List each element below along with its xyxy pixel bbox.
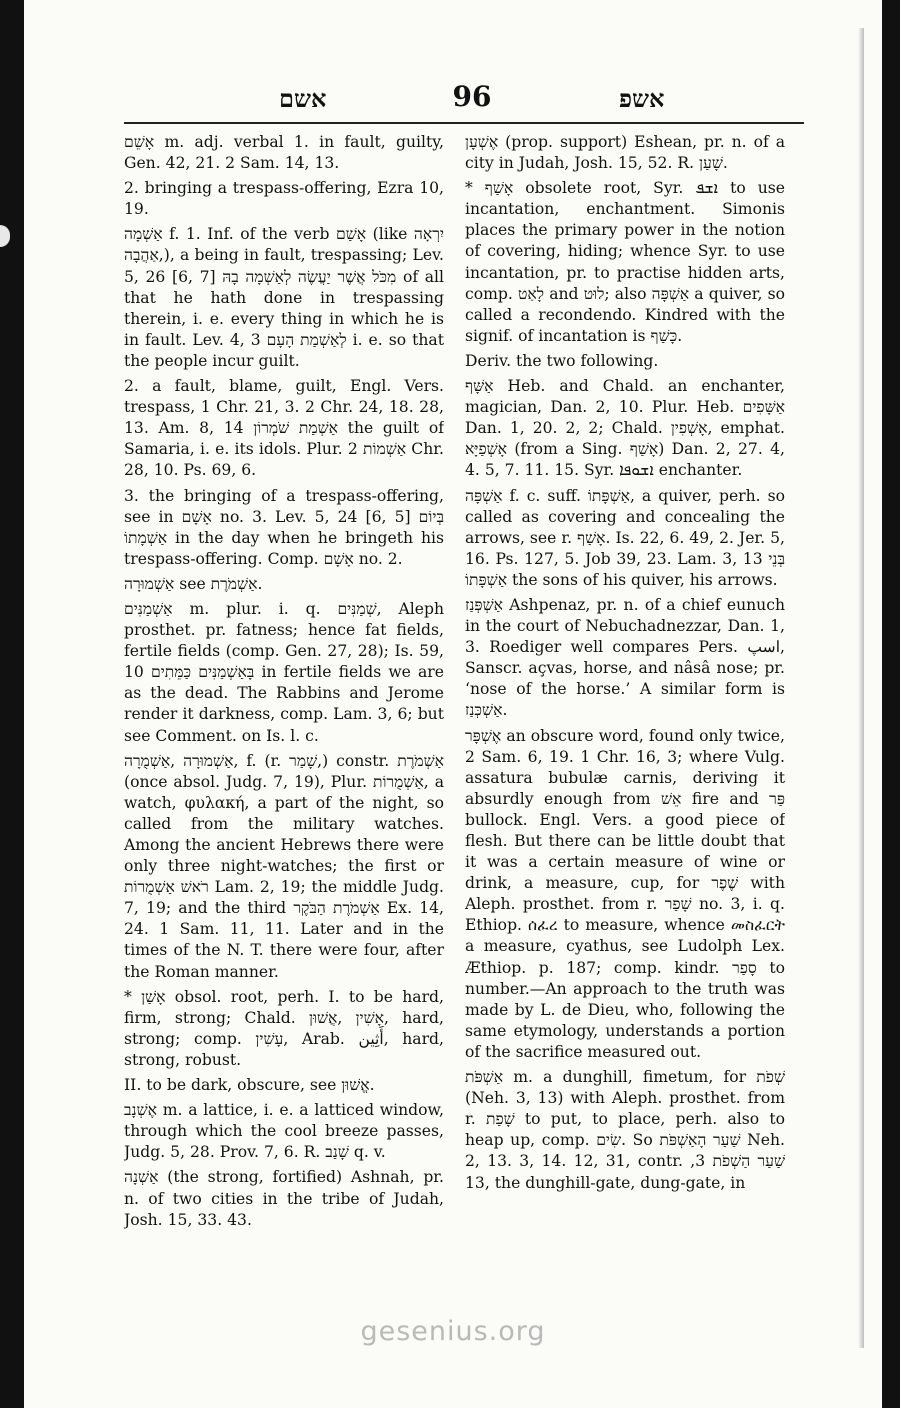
entry-ashmurah-ref: אַשְׁמוּרָה see אַשְׁמֹרֶת. xyxy=(124,574,263,593)
dictionary-page xyxy=(24,0,882,1408)
header-right-word: אשפ xyxy=(619,84,665,113)
page-edge-mark xyxy=(0,225,10,247)
entry-eshnab: אֶשְׁנָב m. a lattice, i. e. a latticed window, through which the cool breeze passes, Judg. 5, 28. Prov. 7, 6. R. שָׁנַב q. v. xyxy=(124,1101,444,1162)
entry-asham-sense-2: 2. bringing a trespass-offering, Ezra 10, 19. xyxy=(124,179,444,219)
watermark: gesenius.org xyxy=(360,1316,546,1347)
entry-eshpar: אֶשְׁפָּר an obscure word, found only twice, 2 Sam. 6, 19. 1 Chr. 16, 3; where Vulg. assatura bubulæ carnis, deriving it absurdly enough from אֵשׁ fire and פַּר bullock. Engl. Vers. a good piece of flesh. But there can be little doubt that it was a certain measure of wine or drink, a measure, cup, for שֶׁפֶר with Aleph. prosthet. from r. שָׁפַר no. 3, i. q. Ethiop. ሰፈረ to measure, whence መስፈርት a measure, cyathus, see Ludolph Lex. Æthiop. p. 187; comp. kindr. סָפַר to number.—An approach to the truth was made by L. de Dieu, who, following the same etymology, understands a portion of the sacrifice measured out. xyxy=(465,726,785,1061)
entry-ashan-sense-2: II. to be dark, obscure, see אֱשׁוּן. xyxy=(124,1076,375,1095)
page-number: 96 xyxy=(452,80,492,113)
entry-ashaf-root: * אָשַׁף obsolete root, Syr. ܐܫܦ to use incantation, enchantment. Simonis places the primary power in the notion of covering, hiding; whence Syr. to use incantation, pr. to practise hidden arts, comp. לָאַט and לוּט; also אַשְׁפָּה a quiver, so called a recondendo. Kindred with the signif. of incantation is כָּשַׁף. xyxy=(465,179,785,345)
entry-ashpah: אַשְׁפָּה f. c. suff. אַשְׁפָּתוֹ, a quiver, perh. so called as covering and concealing the arrows, see r. אָשַׁף. Is. 22, 6. 49, 2. Jer. 5, 16. Ps. 127, 5. Job 39, 23. Lam. 3, 13 בְּנֵי אַשְׁפָּתוֹ the sons of his quiver, his arrows. xyxy=(465,486,785,589)
right-column xyxy=(465,132,785,1282)
entry-ashan-root: * אָשַׁן obsol. root, perh. I. to be hard, firm, strong; Chald. אָשִׁין ,אֲשׁוּן, hard, strong; comp. עָשִׁין, Arab. أَثِين, hard, strong, robust. xyxy=(124,987,444,1069)
entry-ashmurah: אַשְׁמוּרָה ,אַשְׁמֻרָה, f. (r. שָׁמַר,) constr. אַשְׁמֹרֶת (once absol. Judg. 7, 19), Plur. אַשְׁמֻרוֹת, a watch, φυλακή, a part of the night, so called from the military watches. Among the ancient Hebrews there were only three night-watches; the first or רֹאשׁ אַשְׁמֻרוֹת Lam. 2, 19; the middle Judg. 7, 19; and the third אַשְׁמֹרֶת הַבֹּקֶר Ex. 14, 24. 1 Sam. 11, 11. Later and in the times of the N. T. there were four, after the Roman manner. xyxy=(124,751,444,981)
entry-ashmannim: אַשְׁמַנִּים m. plur. i. q. שְׁמַנִּים, Aleph prosthet. pr. fatness; hence fat fields, fertile fields (comp. Gen. 27, 28); Is. 59, 10 בָּאַשְׁמַנִּים כַּמֵּתִים in fertile fields we are as the dead. The Rabbins and Jerome render it darkness, comp. Lam. 3, 6; but see Comment. on Is. l. c. xyxy=(124,599,444,745)
entry-deriv-note: Deriv. the two following. xyxy=(465,351,659,370)
header-left-word: אשם xyxy=(279,84,327,113)
entry-ashpot: אַשְׁפֹּת m. a dunghill, fimetum, for שְׁפֹת (Neh. 3, 13) with Aleph. prosthet. from r. שָׁפַת to put, to place, perh. also to heap up, comp. שִׂים. So שַׁעַר הָאַשְׁפֹּת Neh. 2, 13. 3, 14. 12, 31, contr. שַׁעַר הַשְׁפֹת 3, 13, the dunghill-gate, dung-gate, in xyxy=(465,1068,785,1192)
entry-ashpenaz: אַשְׁפְּנַז Ashpenaz, pr. n. of a chief eunuch in the court of Nebuchadnezzar, Dan. 1, 3. Roediger well compares Pers. اسپ, Sanscr. açvas, horse, and nâsâ nose; pr. ‘nose of the horse.’ A similar form is אַשְׁכְּנַז. xyxy=(465,595,785,720)
entry-eshean: אֶשְׁעָן (prop. support) Eshean, pr. n. of a city in Judah, Josh. 15, 52. R. שָׁעַן. xyxy=(465,133,785,173)
entry-ashmah: אַשְׁמָה f. 1. Inf. of the verb אָשַׁם (like יִרְאָה ,אַהֲבָה), a being in fault, trespassing; Lev. 5, 26 [6, 7] מִכֹּל אֲשֶׁר יַעֲשֶׂה לְאַשְׁמָה בָהּ of all that he hath done in trespassing therein, i. e. every thing in which he is in fault. Lev. 4, 3 לְאַשְׁמַת הָעָם i. e. so that the people incur guilt. xyxy=(124,225,444,370)
running-header xyxy=(124,78,804,124)
entry-ashmah-sense-3: 3. the bringing of a trespass-offering, see in אָשָׁם no. 3. Lev. 5, 24 [6, 5] בְּיוֹם אַשְׁמָתוֹ in the day when he bringeth his trespass-offering. Comp. אָשָׁם no. 2. xyxy=(124,486,444,568)
page-edge-shadow xyxy=(858,28,864,1348)
left-column xyxy=(124,132,444,1282)
entry-asham-adj: אָשֵׁם m. adj. verbal 1. in fault, guilty, Gen. 42, 21. 2 Sam. 14, 13. xyxy=(124,133,444,173)
entry-ashmah-sense-2: 2. a fault, blame, guilt, Engl. Vers. trespass, 1 Chr. 21, 3. 2 Chr. 24, 18. 28, 13. Am. 8, 14 אַשְׁמַת שֹׁמְרוֹן the guilt of Samaria, i. e. its idols. Plur. אַשְׁמוֹת 2 Chr. 28, 10. Ps. 69, 6. xyxy=(124,377,444,480)
entry-ashnah: אַשְׁנָה (the strong, fortified) Ashnah, pr. n. of two cities in the tribe of Judah, Josh. 15, 33. 43. xyxy=(124,1168,444,1229)
entry-ashshaf: אַשָּׁף Heb. and Chald. an enchanter, magician, Dan. 2, 10. Plur. Heb. אַשָּׁפִים Dan. 1, 20. 2, 2; Chald. אָשְׁפִין, emphat. אָשְׁפַיָּא (from a Sing. אָשַׁף) Dan. 2, 27. 4, 4. 5, 7. 11. 15. Syr. ܐܫܘܦܐ enchanter. xyxy=(465,377,785,480)
